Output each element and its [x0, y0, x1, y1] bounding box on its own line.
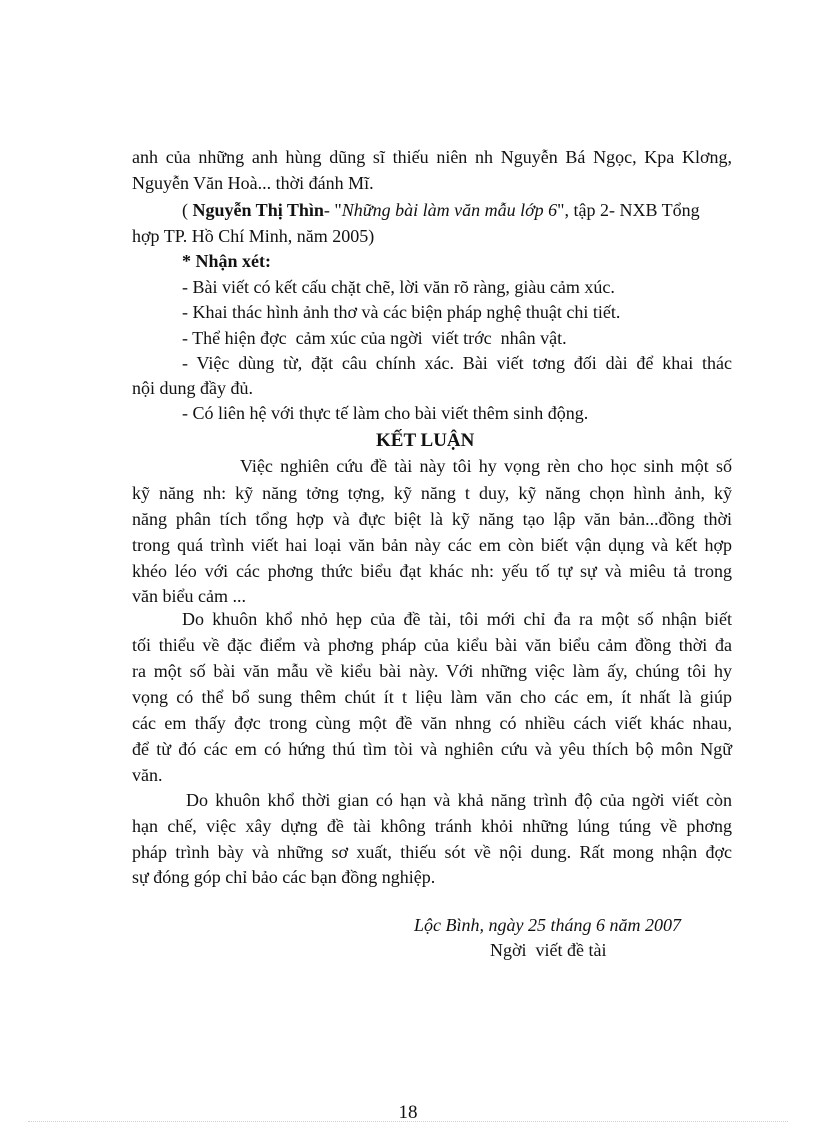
page-number: 18	[398, 1102, 418, 1123]
text-line: nội dung đầy đủ.	[132, 378, 253, 398]
text-line: vọng có thể bổ sung thêm chút ít t liệu làm văn cho các em, ít nhất là giúp	[132, 687, 732, 707]
citation-title: Những bài làm văn mẫu lớp 6	[341, 200, 558, 220]
text-line: hợp TP. Hồ Chí Minh, năm 2005)	[132, 226, 375, 246]
text-line: năng phân tích tổng hợp và đực biệt là kỹ năng tạo lập văn bản...đồng thời	[132, 509, 732, 529]
text-line: - Thể hiện đợc cảm xúc của ngời viết trớc nhân vật.	[182, 328, 567, 348]
text-line: pháp trình bày và những sơ xuất, thiếu sót về nội dung. Rất mong nhận đợc	[132, 842, 732, 862]
text-line: kỹ năng nh: kỹ năng tởng tợng, kỹ năng t duy, kỹ năng chọn hình ảnh, kỹ	[132, 483, 732, 503]
section-heading: * Nhận xét:	[182, 251, 271, 271]
text-line: sự đóng góp chỉ bảo các bạn đồng nghiệp.	[132, 867, 436, 887]
text-line: văn biểu cảm ...	[132, 586, 246, 606]
text-line: trong quá trình viết hai loại văn bản này các em còn biết vận dụng và kết hợp	[132, 535, 732, 555]
text-line: hạn chế, việc xây dựng đề tài không tránh khỏi những lúng túng về phơng	[132, 816, 732, 836]
text-line: Việc nghiên cứu đề tài này tôi hy vọng rèn cho học sinh một số	[240, 456, 732, 476]
text-line: - Khai thác hình ảnh thơ và các biện pháp nghệ thuật chi tiết.	[182, 302, 621, 322]
conclusion-title: KẾT LUẬN	[376, 430, 475, 451]
text-line: văn.	[132, 765, 163, 785]
text-line: Do khuôn khổ nhỏ hẹp của đề tài, tôi mới chỉ đa ra một số nhận biết	[182, 609, 732, 629]
author-signature: Ngời viết đề tài	[490, 940, 607, 960]
citation-dash: - "	[323, 200, 342, 220]
text-line: tối thiểu về đặc điểm và phơng pháp của kiểu bài văn biểu cảm đồng thời đa	[132, 635, 732, 655]
text-line: để từ đó các em có hứng thú tìm tòi và nghiên cứu và yêu thích bộ môn Ngữ	[132, 739, 732, 759]
citation-line	[182, 199, 700, 221]
citation-publisher: ", tập 2- NXB Tổng	[557, 200, 700, 220]
text-line: - Có liên hệ với thực tế làm cho bài viết thêm sinh động.	[182, 403, 589, 423]
text-line: các em thấy đợc trong cùng một đề văn nhng có nhiều cách viết khác nhau,	[132, 713, 732, 733]
text-line: - Việc dùng từ, đặt câu chính xác. Bài viết tơng đối dài để khai thác	[182, 353, 732, 373]
text-line: ra một số bài văn mẫu về kiểu bài này. Với những việc làm ấy, chúng tôi hy	[132, 661, 732, 681]
text-line: khéo léo với các phơng thức biểu đạt khác nh: yếu tố tự sự và miêu tả trong	[132, 561, 732, 581]
date-place: Lộc Bình, ngày 25 tháng 6 năm 2007	[414, 915, 681, 935]
text-line: - Bài viết có kết cấu chặt chẽ, lời văn rõ ràng, giàu cảm xúc.	[182, 277, 615, 297]
footer-divider	[28, 1121, 788, 1122]
text-line: anh của những anh hùng dũng sĩ thiếu niên nh Nguyễn Bá Ngọc, Kpa Klơng,	[132, 147, 732, 167]
citation-paren: (	[182, 200, 193, 220]
citation-author: Nguyễn Thị Thìn	[192, 200, 324, 220]
text-line: Nguyễn Văn Hoà... thời đánh Mĩ.	[132, 173, 374, 193]
text-line: Do khuôn khổ thời gian có hạn và khả năng trình độ của ngời viết còn	[186, 790, 732, 810]
